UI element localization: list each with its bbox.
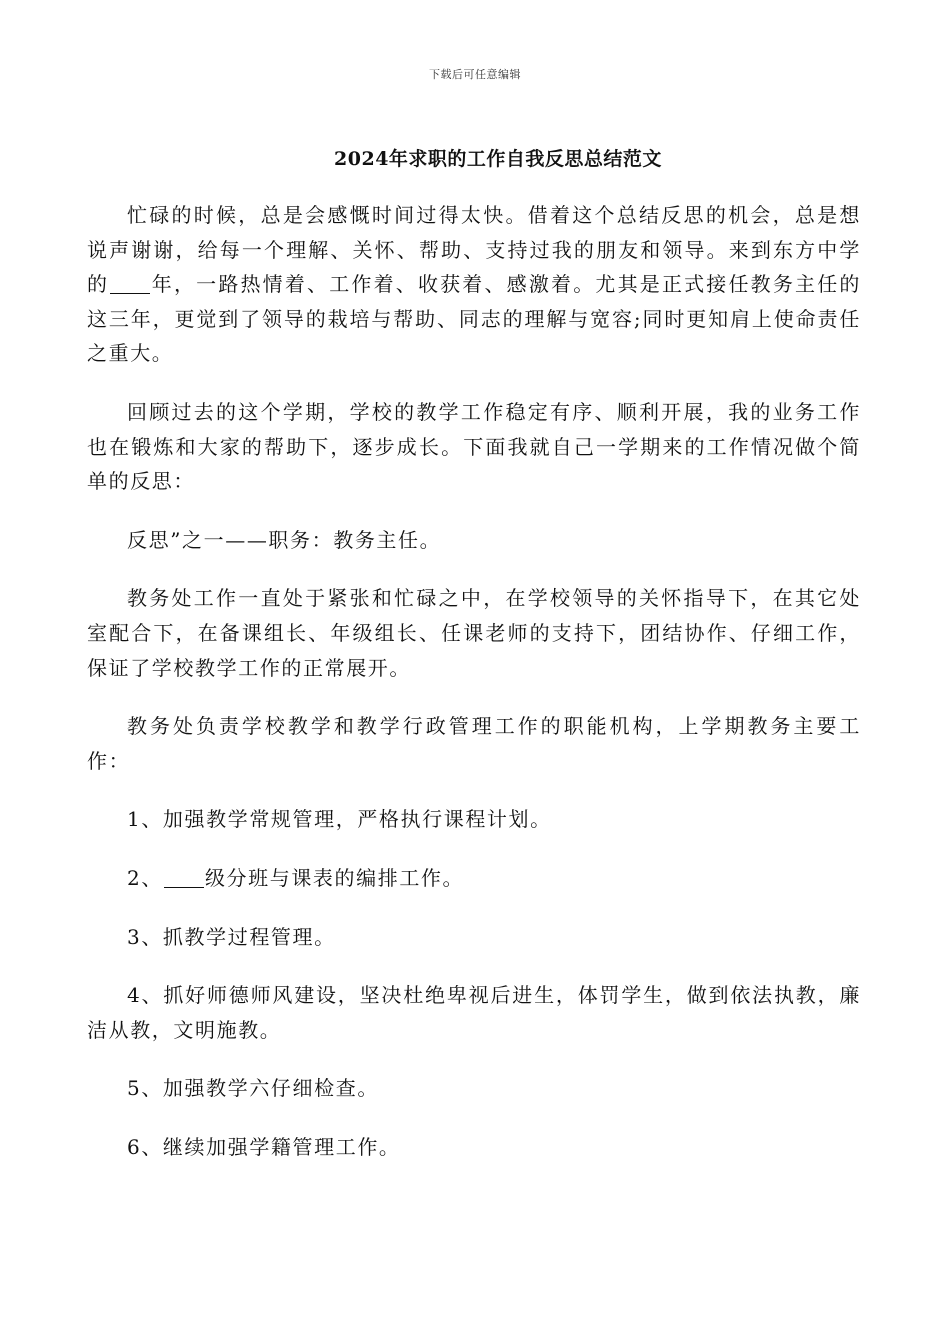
paragraph-office-work: 教务处工作一直处于紧张和忙碌之中，在学校领导的关怀指导下，在其它处室配合下，在备课组长、年级组长、任课老师的支持下，团结协作、仔细工作，保证了学校教学工作的正常展开。	[87, 586, 861, 680]
paragraph-intro	[87, 198, 861, 371]
list-item-3: 3、抓教学过程管理。	[127, 924, 336, 949]
list-item-1: 1、加强教学常规管理，严格执行课程计划。	[127, 807, 552, 832]
list-item-5: 5、加强教学六仔细检查。	[127, 1076, 379, 1101]
list-item-2-text-b: 级分班与课表的编排工作。	[204, 865, 465, 890]
list-item-2-text-a: 2、	[127, 865, 163, 890]
document-title: 2024年求职的工作自我反思总结范文	[334, 148, 662, 170]
list-item-6: 6、继续加强学籍管理工作。	[127, 1134, 401, 1159]
blank-underline	[164, 867, 204, 888]
paragraph-intro-text-a: 忙碌的时候，总是会感慨时间过得太快。借着这个总结反思的机会，总是想说声谢谢，给每一个理解、关怀、帮助、支持过我的朋友和领导。来到东方中学的	[87, 203, 861, 297]
list-item-2	[87, 861, 861, 896]
paragraph-review: 回顾过去的这个学期，学校的教学工作稳定有序、顺利开展，我的业务工作也在锻炼和大家的帮助下，逐步成长。下面我就自己一学期来的工作情况做个简单的反思：	[87, 399, 861, 494]
paragraph-office-duties: 教务处负责学校教学和教学行政管理工作的职能机构，上学期教务主要工作：	[87, 714, 861, 773]
paragraph-reflection-heading: 反思”之一——职务：教务主任。	[127, 527, 442, 552]
paragraph-intro-text-b: 年，一路热情着、工作着、收获着、感激着。尤其是正式接任教务主任的这三年，更觉到了领导的栽培与帮助、同志的理解与宽容;同时更知肩上使命责任之重大。	[87, 272, 861, 366]
document-body	[87, 198, 861, 1188]
header-note: 下载后可任意编辑	[429, 68, 521, 81]
blank-underline	[110, 273, 150, 294]
list-item-4: 4、抓好师德师风建设，坚决杜绝卑视后进生，体罚学生，做到依法执教，廉洁从教，文明施教。	[87, 983, 861, 1042]
